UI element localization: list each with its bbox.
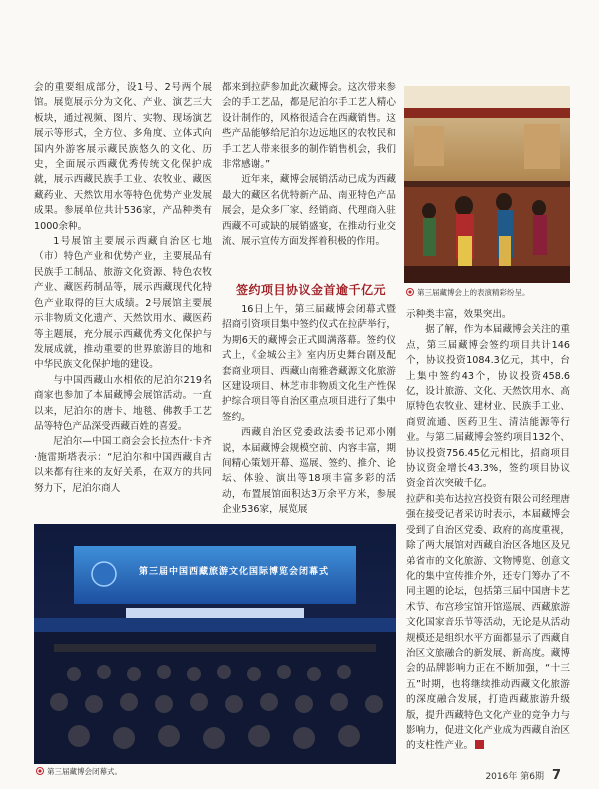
caption-text: 第三届藏博会上的表演精彩纷呈。	[417, 288, 530, 297]
photo-closing-ceremony	[34, 524, 396, 764]
caption-bullet-icon	[36, 767, 44, 775]
paragraph: 拉萨和美布达拉宫投资有限公司经理唐强在接受记者采访时表示，本届藏博会受到了自治区党委、政府的高度重视，除了两大展馆对西藏自治区各地区及兄弟省市的文化旅游、文物博览、创意文化的集中宣传推介外，还专门筹办了不同主题的论坛，包括第三届中国唐卡艺术节、布宫珍宝馆开馆巡展、西藏旅游文化国家音乐节等活动，无论是从活动规模还是组织水平方面都显示了西藏自治区文旅融合的新发展、新高度。藏博会的品牌影响力正在不断加强，“十三五”时期，也将继续推动西藏文化旅游的深度融合发展，打造西藏旅游升级版，提升西藏特色文化产业的竞争力与影响力，促进文化产业成为西藏自治区的支柱性产业。	[406, 493, 570, 752]
banner-text: 第三届中国西藏旅游文化国际博览会闭幕式	[138, 567, 329, 577]
paragraph: 16日上午，第三届藏博会闭幕式暨招商引资项目集中签约仪式在拉萨举行，为期6天的藏博会正式圆满落幕。签约仪式上，《金城公主》室内历史舞台剧及配套商业项目、西藏山南雅砻藏源文化旅游区建设项目、林芝市非物质文化生产性保护综合项目等自治区重点项目进行了集中签约。	[222, 304, 396, 423]
paragraph: 西藏自治区党委政法委书记邓小刚说，本届藏博会规模空前、内容丰富，期间精心策划开幕、巡展、签约、推介、论坛、体验、演出等18项丰富多彩的活动，布置展馆面积达3万余平方米，参展企业536家，展览展	[222, 427, 396, 516]
column-right	[406, 307, 570, 754]
caption-text: 第三届藏博会闭幕式。	[47, 767, 122, 776]
column-left	[34, 80, 212, 496]
paragraph: 1号展馆主要展示西藏自治区七地（市）特色产业和优势产业，主要展品有民族手工制品、旅游文化资源、特色农牧产业、藏医药制品等，展示西藏现代化特色产业取得的巨大成绩。2号展馆主要展示非物质文化遗产、天然饮用水、藏医药等主题展，充分展示西藏优秀文化保护与发展成就，推动重要的世界旅游目的地和中华民族文化保护地的建设。	[34, 236, 212, 371]
column-middle-lower	[222, 302, 396, 518]
page-number: 7	[551, 768, 561, 783]
end-mark-icon	[475, 740, 484, 749]
paragraph: 会的重要组成部分，设1号、2号两个展馆。展览展示分为文化、产业、演艺三大板块，通过视频、图片、实物、现场演艺展示等形式，全方位、多角度、立体式向国内外游客展示藏民族悠久的文化、历史，全面展示西藏优秀传统文化保护成就，展示西藏民族手工业、农牧业、藏医藏药业、天然饮用水等特色优势产业发展成果。参展单位共计536家，产品种类有1000余种。	[34, 82, 212, 232]
performance-image	[404, 86, 570, 283]
page-footer	[485, 768, 561, 783]
column-middle	[222, 80, 396, 249]
ceremony-image	[34, 524, 396, 764]
paragraph: 据了解，作为本届藏博会关注的重点，第三届藏博会签约项目共计146个，协议投资1084.3亿元，其中，台上集中签约43个，协议投资458.6亿，设计旅游、文化、天然饮用水、高原特色农牧业、建材业、民族手工业、商贸流通、医药卫生、清洁能源等行业。与第二届藏博会签约项目132个、协议投资756.45亿元相比，招商项目协议资金增长43.3%，签约项目协议资金首次突破千亿。	[406, 324, 570, 490]
caption-top	[406, 288, 530, 298]
issue-label: 2016年 第6期	[485, 772, 544, 782]
paragraph: 都来到拉萨参加此次藏博会。这次带来参会的手工艺品，都是尼泊尔手工艺人精心设计制作的，风格很适合在西藏销售。这些产品能够给尼泊尔边远地区的农牧民和手工艺人带来很多的制作销售机会，我们非常感谢。”	[222, 82, 396, 171]
paragraph: 尼泊尔—中国工商会会长拉杰什·卡齐·施雷斯塔表示：“尼泊尔和中国西藏自古以来都有往来的友好关系，在双方的共同努力下，尼泊尔商人	[34, 436, 212, 494]
paragraph: 近年来，藏博会展销活动已成为西藏最大的藏区名优特新产品、南亚特色产品展会，是众多厂家、经销商、代理商入驻西藏不可或缺的展销盛宴，在推动行业交流、展示宣传方面发挥着积极的作用。	[222, 174, 396, 248]
section-heading: 签约项目协议金首逾千亿元	[236, 283, 387, 297]
photo-performance	[404, 86, 570, 283]
caption-bullet-icon	[406, 288, 414, 296]
paragraph: 示种类丰富，效果突出。	[406, 309, 512, 320]
caption-bottom	[36, 767, 122, 777]
paragraph: 与中国西藏山水相依的尼泊尔219名商家也参加了本届藏博会展馆活动。一直以来，尼泊尔的唐卡、地毯、佛教手工艺品等特色产品深受西藏百姓的喜爱。	[34, 374, 212, 432]
